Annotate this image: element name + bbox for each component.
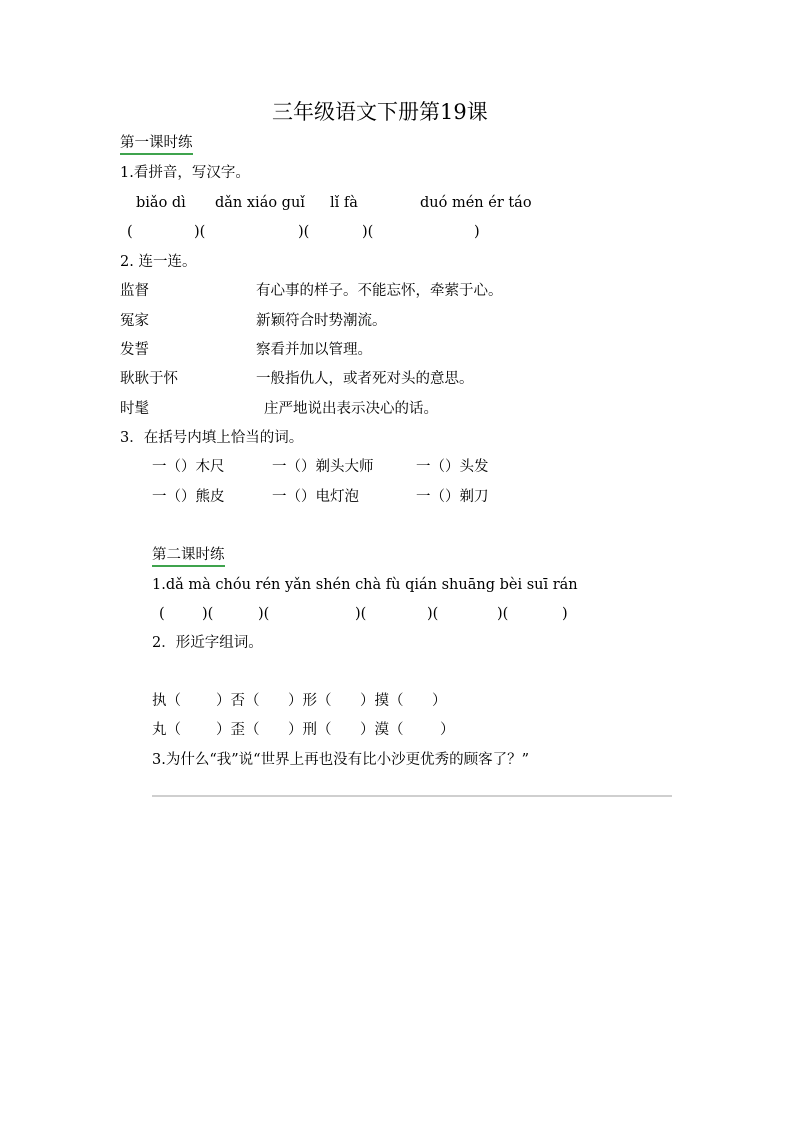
char-group: ）形（ — [288, 693, 332, 709]
answer-bracket: )( — [194, 224, 206, 240]
fill-item: 一（）头发 — [416, 459, 489, 475]
char-group: ）摸（ — [360, 693, 404, 709]
s2-q2-label: 2．形近字组词。 — [152, 635, 263, 651]
answer-bracket: )( — [258, 606, 270, 622]
match-right-item: 一般指仇人，或者死对头的意思。 — [256, 371, 474, 387]
match-left-item: 发誓 — [120, 342, 149, 358]
s2-q1-pinyin: 1.dǎ mà chóu rén yǎn shén chà fù qián shuāng bèi suī rán — [152, 577, 578, 593]
answer-bracket: )( — [355, 606, 367, 622]
char-group: ）歪（ — [216, 722, 260, 738]
answer-bracket: )( — [202, 606, 214, 622]
match-right-item: 新颖符合时势潮流。 — [256, 313, 387, 329]
s1-q2-label: 2. 连一连。 — [120, 254, 197, 270]
answer-divider-line — [152, 795, 672, 797]
char-group: ） — [440, 722, 455, 738]
answer-bracket: )( — [298, 224, 310, 240]
char-group: ）否（ — [216, 693, 260, 709]
fill-item: 一（）电灯泡 — [272, 489, 359, 505]
char-group: 丸（ — [152, 722, 181, 738]
fill-item: 一（）剃头大师 — [272, 459, 374, 475]
page-title: 三年级语文下册第19课 — [272, 100, 488, 124]
fill-item: 一（）熊皮 — [152, 489, 225, 505]
section1-heading: 第一课时练 — [120, 134, 193, 155]
match-left-item: 监督 — [120, 283, 149, 299]
char-group: ） — [432, 693, 447, 709]
match-right-item: 察看并加以管理。 — [256, 342, 372, 358]
match-left-item: 时髦 — [120, 401, 149, 417]
section2-heading: 第二课时练 — [152, 546, 225, 567]
answer-bracket: ) — [474, 224, 480, 240]
char-group: ）漠（ — [360, 722, 404, 738]
answer-bracket: )( — [497, 606, 509, 622]
fill-item: 一（）剃刀 — [416, 489, 489, 505]
char-group: ）刑（ — [288, 722, 332, 738]
s1-q1-label: 1.看拼音，写汉字。 — [120, 165, 250, 181]
match-right-item: 有心事的样子。不能忘怀，牵萦于心。 — [256, 283, 503, 299]
s1-q3-label: 3．在括号内填上恰当的词。 — [120, 430, 304, 446]
s2-q3-label: 3.为什么“我”说“世界上再也没有比小沙更优秀的顾客了？” — [152, 752, 529, 768]
pinyin-item: duó mén ér táo — [420, 195, 532, 211]
match-right-item: 庄严地说出表示决心的话。 — [264, 401, 438, 417]
char-group: 执（ — [152, 693, 181, 709]
answer-bracket: ) — [562, 606, 568, 622]
pinyin-item: lǐ fà — [330, 195, 358, 211]
fill-item: 一（）木尺 — [152, 459, 225, 475]
answer-bracket: ( — [159, 606, 165, 622]
match-left-item: 冤家 — [120, 313, 149, 329]
pinyin-item: biǎo dì — [136, 195, 186, 211]
pinyin-item: dǎn xiáo guǐ — [215, 195, 305, 211]
answer-bracket: )( — [427, 606, 439, 622]
match-left-item: 耿耿于怀 — [120, 371, 178, 387]
answer-bracket: ( — [127, 224, 133, 240]
answer-bracket: )( — [362, 224, 374, 240]
